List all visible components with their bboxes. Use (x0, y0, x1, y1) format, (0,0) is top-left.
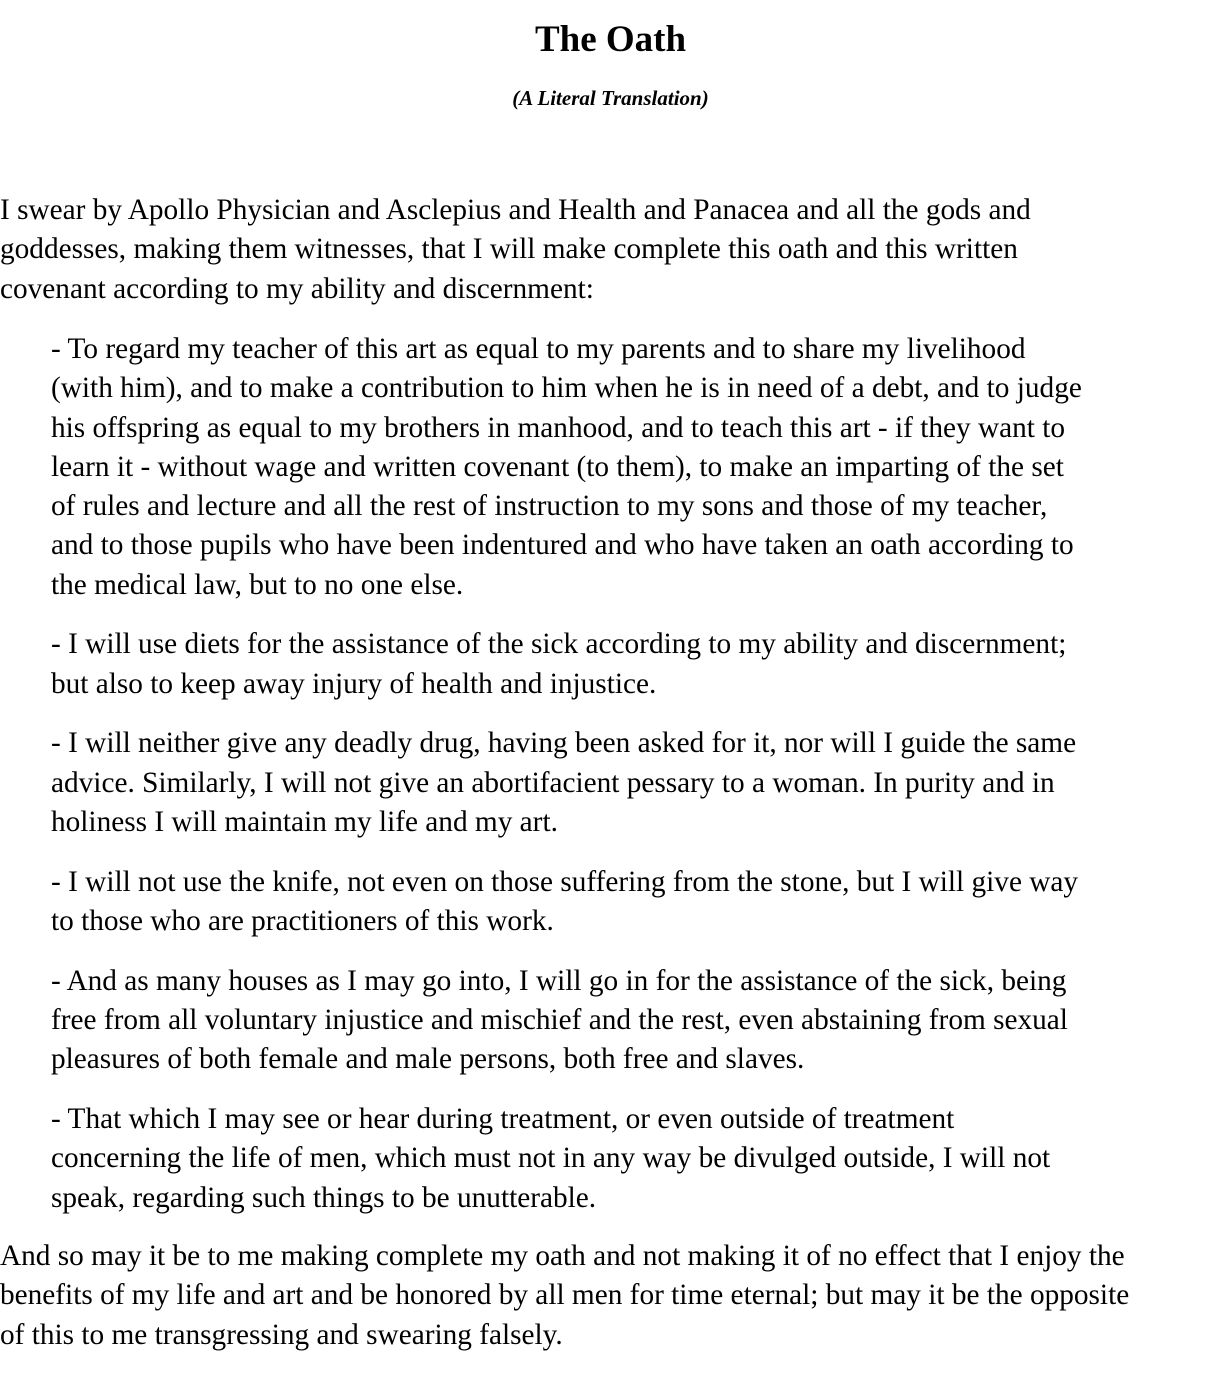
pledge-line: - I will neither give any deadly drug, having been asked for it, nor will I guide the same (51, 727, 1077, 760)
pledge-line: (with him), and to make a contribution to him when he is in need of a debt, and to judge (51, 372, 1082, 405)
document-title: The Oath (534, 19, 687, 60)
pledge-line: speak, regarding such things to be unutterable. (51, 1181, 597, 1214)
pledge-line: but also to keep away injury of health and injustice. (51, 667, 657, 700)
pledge-line: holiness I will maintain my life and my art. (51, 806, 558, 839)
pledge-line: to those who are practitioners of this work. (51, 905, 554, 938)
closing-line: And so may it be to me making complete my oath and not making it of no effect that I enjoy the (0, 1240, 1125, 1272)
pledge-line: pleasures of both female and male persons, both free and slaves. (51, 1043, 805, 1076)
pledge-line: - To regard my teacher of this art as equal to my parents and to share my livelihood (51, 333, 1026, 365)
pledge-line: free from all voluntary injustice and mischief and the rest, even abstaining from sexual (51, 1004, 1068, 1037)
intro-line: I swear by Apollo Physician and Asclepius and Health and Panacea and all the gods and (0, 194, 1031, 226)
pledge-deadly-drug (51, 724, 1231, 842)
pledge-diets (51, 625, 1231, 704)
document-subtitle: (A Literal Translation) (512, 86, 709, 110)
pledge-line: - That which I may see or hear during treatment, or even outside of treatment (51, 1103, 955, 1135)
pledge-line: concerning the life of men, which must not in any way be divulged outside, I will not (51, 1142, 1051, 1175)
pledge-line: the medical law, but to no one else. (51, 568, 464, 601)
pledge-line: and to those pupils who have been indentured and who have taken an oath according to (51, 529, 1074, 562)
intro-line: goddesses, making them witnesses, that I will make complete this oath and this written (0, 233, 1018, 266)
pledge-houses (51, 962, 1231, 1080)
pledge-line: - And as many houses as I may go into, I will go in for the assistance of the sick, being (51, 964, 1067, 997)
intro-paragraph (0, 191, 1231, 309)
pledge-line: learn it - without wage and written covenant (to them), to make an imparting of the set (51, 450, 1064, 483)
intro-line: covenant according to my ability and discernment: (0, 272, 594, 305)
pledge-teacher (51, 330, 1231, 605)
pledge-line: of rules and lecture and all the rest of instruction to my sons and those of my teacher, (51, 490, 1048, 523)
pledge-list (51, 330, 1231, 1238)
pledge-confidentiality (51, 1100, 1231, 1218)
closing-paragraph (0, 1237, 1231, 1355)
pledge-line: - I will use diets for the assistance of the sick according to my ability and discernment; (51, 628, 1067, 661)
pledge-knife (51, 863, 1231, 942)
pledge-line: advice. Similarly, I will not give an abortifacient pessary to a woman. In purity and in (51, 766, 1055, 799)
pledge-line: - I will not use the knife, not even on those suffering from the stone, but I will give way (51, 865, 1079, 898)
pledge-line: his offspring as equal to my brothers in manhood, and to teach this art - if they want to (51, 411, 1066, 444)
closing-line: benefits of my life and art and be honored by all men for time eternal; but may it be the opposite (0, 1279, 1130, 1312)
closing-line: of this to me transgressing and swearing falsely. (0, 1318, 563, 1351)
